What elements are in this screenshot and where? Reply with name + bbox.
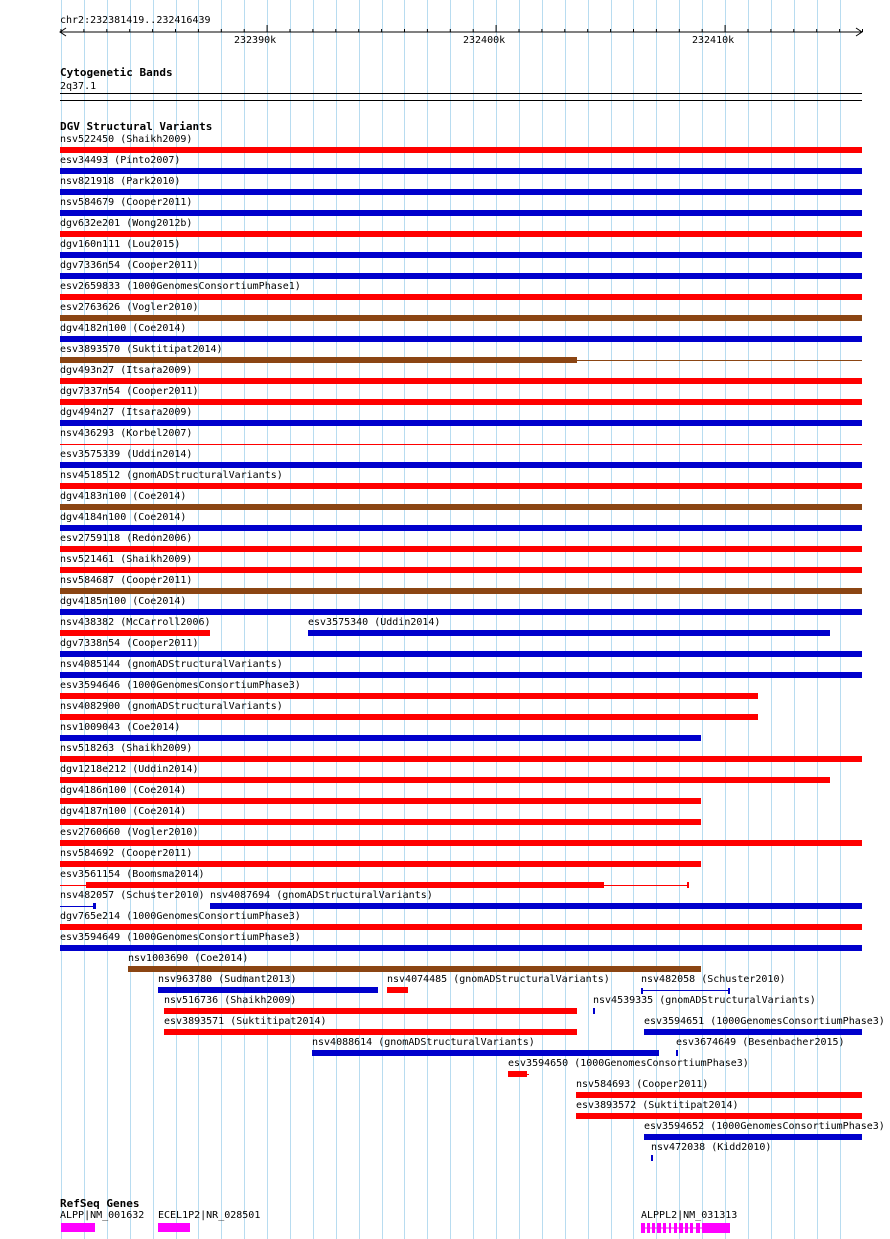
variant-label[interactable]: esv3575340 (Uddin2014) — [308, 617, 441, 628]
variant-label[interactable]: nsv4087694 (gnomADStructuralVariants) — [210, 890, 433, 901]
ruler-axis[interactable] — [55, 25, 870, 41]
cytoband-bar[interactable] — [60, 93, 862, 94]
variant-feature[interactable] — [593, 1008, 595, 1014]
variant-label[interactable]: dgv4183n100 (Coe2014) — [60, 491, 187, 502]
variant-label[interactable]: nsv516736 (Shaikh2009) — [164, 995, 297, 1006]
variant-label[interactable]: nsv521461 (Shaikh2009) — [60, 554, 193, 565]
variant-label[interactable]: dgv632e201 (Wong2012b) — [60, 218, 193, 229]
variant-label[interactable]: esv2659833 (1000GenomesConsortiumPhase1) — [60, 281, 301, 292]
variant-feature[interactable] — [60, 630, 210, 636]
variant-feature[interactable] — [60, 693, 758, 699]
variant-feature[interactable] — [576, 1113, 862, 1119]
variant-feature[interactable] — [158, 987, 378, 993]
ruler-tick-label: 232400k — [463, 35, 506, 46]
variant-label[interactable]: nsv472038 (Kidd2010) — [651, 1142, 772, 1153]
variant-connector — [527, 1074, 529, 1075]
variant-label[interactable]: nsv522450 (Shaikh2009) — [60, 134, 193, 145]
variant-connector — [60, 885, 86, 886]
variant-label[interactable]: dgv494n27 (Itsara2009) — [60, 407, 193, 418]
variant-feature[interactable] — [60, 315, 862, 321]
variant-feature[interactable] — [60, 210, 862, 216]
refseq-track-title: RefSeq Genes — [60, 1197, 140, 1210]
variant-label[interactable]: esv3594650 (1000GenomesConsortiumPhase3) — [508, 1058, 749, 1069]
cytoband-label: 2q37.1 — [60, 81, 97, 92]
variant-feature[interactable] — [60, 567, 862, 573]
variant-feature[interactable] — [644, 1029, 862, 1035]
gene-feature[interactable] — [640, 1220, 732, 1234]
variant-feature[interactable] — [508, 1071, 527, 1077]
variant-label[interactable]: dgv4182n100 (Coe2014) — [60, 323, 187, 334]
variant-label[interactable]: dgv1218e212 (Uddin2014) — [60, 764, 199, 775]
variant-label[interactable]: nsv4074485 (gnomADStructuralVariants) — [387, 974, 610, 985]
variant-label[interactable]: nsv518263 (Shaikh2009) — [60, 743, 193, 754]
gene-feature[interactable] — [158, 1223, 190, 1232]
variant-label[interactable]: dgv493n27 (Itsara2009) — [60, 365, 193, 376]
variant-feature[interactable] — [308, 630, 830, 636]
variant-feature[interactable] — [60, 798, 701, 804]
variant-feature[interactable] — [644, 1134, 862, 1140]
variant-label[interactable]: esv3594649 (1000GenomesConsortiumPhase3) — [60, 932, 301, 943]
variant-feature[interactable] — [60, 714, 758, 720]
variant-feature[interactable] — [60, 588, 862, 594]
variant-feature[interactable] — [60, 420, 862, 426]
variant-label[interactable]: nsv821918 (Park2010) — [60, 176, 181, 187]
gene-exon — [679, 1223, 683, 1233]
variant-feature[interactable] — [164, 1029, 577, 1035]
gene-label[interactable]: ECEL1P2|NR_028501 — [158, 1210, 261, 1221]
variant-label[interactable]: dgv4185n100 (Coe2014) — [60, 596, 187, 607]
variant-feature[interactable] — [60, 399, 862, 405]
variant-connector — [60, 906, 93, 907]
variant-label[interactable]: esv3674649 (Besenbacher2015) — [676, 1037, 845, 1048]
variant-feature[interactable] — [60, 609, 862, 615]
variant-feature[interactable] — [60, 168, 862, 174]
variant-feature[interactable] — [60, 777, 830, 783]
variant-feature[interactable] — [687, 882, 689, 888]
gene-exon — [647, 1223, 650, 1233]
variant-connector — [604, 885, 689, 886]
dgv-track-title: DGV Structural Variants — [60, 120, 213, 133]
gene-exon — [669, 1223, 671, 1233]
variant-feature[interactable] — [93, 903, 96, 909]
variant-feature[interactable] — [60, 840, 862, 846]
cytoband-bar-bottom — [60, 100, 862, 101]
gene-exon — [702, 1223, 730, 1233]
gene-feature[interactable] — [61, 1223, 95, 1232]
gene-exon — [641, 1223, 645, 1233]
variant-feature[interactable] — [60, 378, 862, 384]
gene-exon — [685, 1223, 688, 1233]
variant-feature[interactable] — [60, 483, 862, 489]
variant-label[interactable]: esv3594651 (1000GenomesConsortiumPhase3) — [644, 1016, 885, 1027]
variant-label[interactable]: dgv4186n100 (Coe2014) — [60, 785, 187, 796]
variant-label[interactable]: esv34493 (Pinto2007) — [60, 155, 181, 166]
variant-connector — [577, 360, 862, 361]
variant-label[interactable]: esv3561154 (Boomsma2014) — [60, 869, 205, 880]
gene-exon — [674, 1223, 677, 1233]
variant-feature[interactable] — [60, 756, 862, 762]
variant-label[interactable]: dgv7336n54 (Cooper2011) — [60, 260, 199, 271]
variant-label[interactable]: esv2763626 (Vogler2010) — [60, 302, 199, 313]
variant-label[interactable]: esv2760660 (Vogler2010) — [60, 827, 199, 838]
variant-label[interactable]: nsv4082900 (gnomADStructuralVariants) — [60, 701, 283, 712]
variant-label[interactable]: nsv4085144 (gnomADStructuralVariants) — [60, 659, 283, 670]
gene-exon — [690, 1223, 693, 1233]
variant-label[interactable]: nsv438382 (McCarroll2006) — [60, 617, 211, 628]
variant-label[interactable]: dgv4187n100 (Coe2014) — [60, 806, 187, 817]
variant-label[interactable]: nsv584693 (Cooper2011) — [576, 1079, 709, 1090]
variant-feature[interactable] — [728, 988, 730, 994]
variant-label[interactable]: esv2759118 (Redon2006) — [60, 533, 193, 544]
variant-feature[interactable] — [60, 945, 862, 951]
variant-label[interactable]: nsv963780 (Sudmant2013) — [158, 974, 297, 985]
variant-feature[interactable] — [576, 1092, 862, 1098]
variant-feature[interactable] — [60, 252, 862, 258]
variant-label[interactable]: nsv1009043 (Coe2014) — [60, 722, 181, 733]
variant-feature[interactable] — [60, 819, 701, 825]
variant-feature[interactable] — [60, 735, 701, 741]
ruler-tick-label: 232390k — [234, 35, 277, 46]
variant-label[interactable]: esv3893572 (Suktitipat2014) — [576, 1100, 739, 1111]
variant-label[interactable]: nsv1003690 (Coe2014) — [128, 953, 249, 964]
variant-label[interactable]: nsv4518512 (gnomADStructuralVariants) — [60, 470, 283, 481]
variant-feature[interactable] — [60, 147, 862, 153]
variant-feature[interactable] — [60, 861, 701, 867]
variant-feature[interactable] — [60, 336, 862, 342]
variant-feature[interactable] — [312, 1050, 659, 1056]
variant-label[interactable]: nsv482058 (Schuster2010) — [641, 974, 786, 985]
variant-feature[interactable] — [60, 924, 862, 930]
variant-label[interactable]: esv3594646 (1000GenomesConsortiumPhase3) — [60, 680, 301, 691]
variant-feature[interactable] — [60, 651, 862, 657]
variant-feature[interactable] — [86, 882, 604, 888]
variant-label[interactable]: nsv584687 (Cooper2011) — [60, 575, 193, 586]
variant-feature[interactable] — [60, 525, 862, 531]
variant-feature[interactable] — [60, 273, 862, 279]
variant-label[interactable]: dgv765e214 (1000GenomesConsortiumPhase3) — [60, 911, 301, 922]
variant-feature[interactable] — [651, 1155, 653, 1161]
variant-feature[interactable] — [387, 987, 408, 993]
variant-feature[interactable] — [60, 189, 862, 195]
variant-feature[interactable] — [60, 294, 862, 300]
variant-feature[interactable] — [60, 504, 862, 510]
variant-label[interactable]: nsv4088614 (gnomADStructuralVariants) — [312, 1037, 535, 1048]
variant-label[interactable]: dgv7338n54 (Cooper2011) — [60, 638, 199, 649]
ruler-tick-label: 232410k — [692, 35, 735, 46]
variant-label[interactable]: nsv4539335 (gnomADStructuralVariants) — [593, 995, 816, 1006]
ruler-position: chr2:232381419..232416439 — [60, 15, 211, 26]
variant-feature[interactable] — [60, 462, 862, 468]
variant-label[interactable]: dgv160n111 (Lou2015) — [60, 239, 181, 250]
gene-label[interactable]: ALPP|NM_001632 — [60, 1210, 145, 1221]
gene-exon — [652, 1223, 655, 1233]
variant-feature[interactable] — [128, 966, 701, 972]
gene-exon — [663, 1223, 666, 1233]
variant-feature[interactable] — [60, 444, 862, 445]
variant-feature[interactable] — [60, 546, 862, 552]
cytoband-track-title: Cytogenetic Bands — [60, 66, 173, 79]
variant-feature[interactable] — [676, 1050, 678, 1056]
gene-exon — [696, 1223, 700, 1233]
variant-label[interactable]: nsv584692 (Cooper2011) — [60, 848, 193, 859]
variant-label[interactable]: esv3893571 (Suktitipat2014) — [164, 1016, 327, 1027]
variant-label[interactable]: nsv482057 (Schuster2010) — [60, 890, 205, 901]
variant-feature[interactable] — [60, 357, 577, 363]
variant-feature[interactable] — [164, 1008, 577, 1014]
variant-label[interactable]: dgv4184n100 (Coe2014) — [60, 512, 187, 523]
variant-label[interactable]: esv3575339 (Uddin2014) — [60, 449, 193, 460]
variant-label[interactable]: dgv7337n54 (Cooper2011) — [60, 386, 199, 397]
variant-label[interactable]: nsv436293 (Korbel2007) — [60, 428, 193, 439]
variant-label[interactable]: esv3594652 (1000GenomesConsortiumPhase3) — [644, 1121, 885, 1132]
variant-label[interactable]: nsv584679 (Cooper2011) — [60, 197, 193, 208]
variant-connector — [641, 990, 730, 991]
gene-label[interactable]: ALPPL2|NM_031313 — [641, 1210, 738, 1221]
gene-exon — [657, 1223, 661, 1233]
variant-feature[interactable] — [210, 903, 862, 909]
variant-feature[interactable] — [60, 672, 862, 678]
variant-feature[interactable] — [641, 988, 643, 994]
variant-label[interactable]: esv3893570 (Suktitipat2014) — [60, 344, 223, 355]
variant-feature[interactable] — [60, 231, 862, 237]
